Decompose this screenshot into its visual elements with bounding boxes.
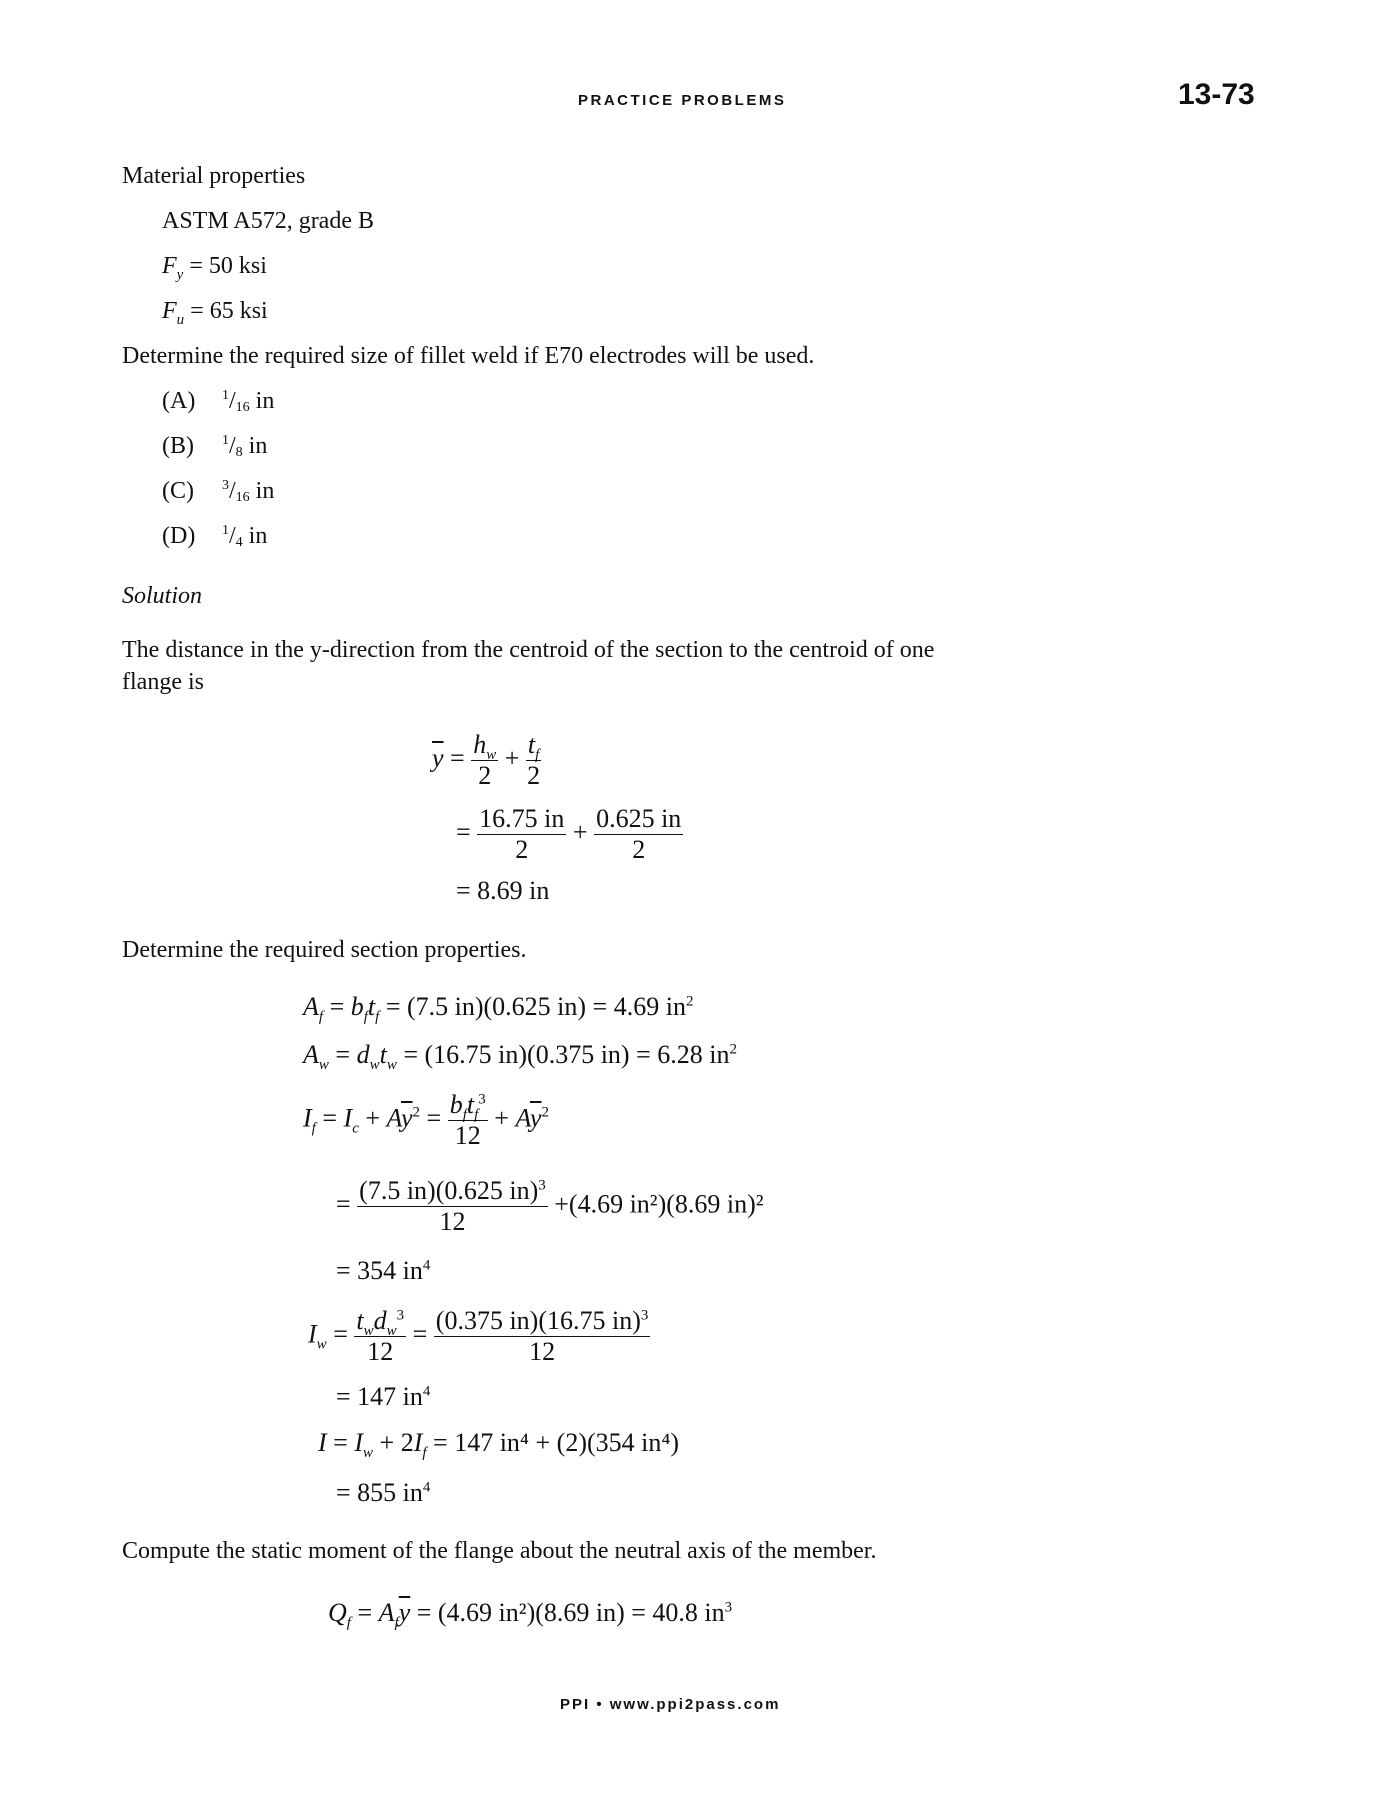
- static-moment-text: Compute the static moment of the flange about the neutral axis of the member.: [122, 1538, 877, 1564]
- fy-value: = 50 ksi: [189, 253, 267, 279]
- i-equation: $I = I_w + 2I_f = 147$ in⁴ + (2)(354 in⁴): [318, 1428, 680, 1462]
- option-letter: (D): [162, 523, 196, 549]
- option-b: (B) $^1$/8 in: [162, 433, 268, 460]
- option-a: (A) $^1$/16 in: [162, 388, 275, 415]
- ybar-equation-line2: = $\frac{16.75 in}{2}$ + $\frac{0.625 in}{2}$: [456, 804, 682, 864]
- aw-equation: $A_w = d_wt_w = (16.75$ in)(0.375 in) = 6.28 $in^2$: [303, 1040, 737, 1074]
- option-letter: (C): [162, 478, 194, 504]
- solution-heading: Solution: [122, 583, 203, 609]
- section-props-text: Determine the required section properties.: [122, 937, 527, 963]
- option-c: (C) $^3$/16 in: [162, 478, 275, 505]
- fu-line: $F_u = 65$ ksi: [162, 298, 268, 328]
- if-equation-line1: $I_f = I_c + A\overline{y}^2$ = $b_ft_f^3$ 12 + $A\overline{y}^2$: [303, 1090, 549, 1150]
- page-footer: PPI • www.ppi2pass.com: [560, 1696, 781, 1713]
- iw-result: = 147 $in^4$: [336, 1382, 431, 1411]
- qf-equation: $Q_f = A_f\overline{y} = (4.69$ in²)(8.69 in) = 40.8 $in^3$: [328, 1598, 733, 1632]
- solution-intro-line1: The distance in the y-direction from the centroid of the section to the centroid of one: [122, 637, 935, 663]
- solution-intro-line2: flange is: [122, 669, 204, 695]
- ybar-result: = 8.69 in: [456, 876, 550, 905]
- if-result: = 354 $in^4$: [336, 1256, 431, 1285]
- option-d: (D) $^1$/4 in: [162, 523, 268, 550]
- running-header: PRACTICE PROBLEMS: [578, 92, 787, 109]
- iw-equation: $I_w$ = $t_wd_w^3$ 12 = $\frac{(0.375 in)(16.75 in)^3}{12}$: [308, 1306, 649, 1366]
- option-letter: (A): [162, 388, 196, 414]
- page-number: 13-73: [1178, 78, 1255, 111]
- fy-line: $F_y = 50$ ksi: [162, 253, 267, 283]
- ybar-equation-line1: $\overline{y}$ = $\frac{h_w}{2}$ + $\frac{t_f}{2}$: [432, 730, 541, 790]
- option-letter: (B): [162, 433, 194, 459]
- af-equation: $A_f = b_ft_f = (7.5$ in)(0.625 in) = 4.69 $in^2$: [303, 992, 694, 1026]
- i-result: = 855 $in^4$: [336, 1478, 431, 1507]
- fu-value: = 65 ksi: [190, 298, 268, 324]
- if-equation-line2: = $\frac{(7.5 in)(0.625 in)^3}{12}$ +(4.69 in²)(8.69 in)²: [336, 1176, 764, 1236]
- question-text: Determine the required size of fillet weld if E70 electrodes will be used.: [122, 343, 815, 369]
- material-heading: Material properties: [122, 163, 306, 189]
- material-spec: ASTM A572, grade B: [162, 208, 374, 234]
